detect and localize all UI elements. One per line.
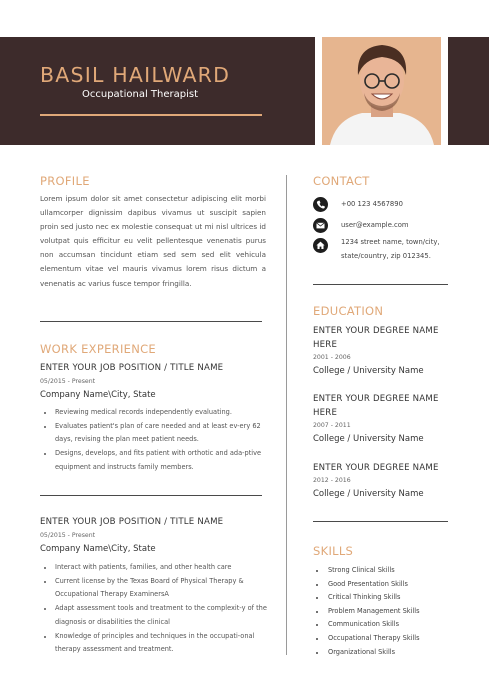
section-divider [313,284,448,285]
college-name: College / University Name [313,366,424,376]
list-item: Designs, develops, and fits patient with orthotic and ada-ptive equipment and instructs family members. [40,447,272,474]
list-item: Strong Clinical Skills [313,564,420,578]
college-name: College / University Name [313,434,424,444]
list-item: Problem Management Skills [313,605,420,619]
job-title: ENTER YOUR JOB POSITION / TITLE NAME [40,517,224,527]
list-item: Critical Thinking Skills [313,591,420,605]
list-item: Communication Skills [313,618,420,632]
work-heading: WORK EXPERIENCE [40,342,157,356]
job-company: Company Name\City, State [40,544,156,554]
column-divider [286,175,287,655]
job-title: ENTER YOUR JOB POSITION / TITLE NAME [40,363,224,373]
contact-address [341,236,440,263]
phone-icon [313,197,328,212]
profile-heading: PROFILE [40,174,90,188]
profile-photo [322,37,441,145]
list-item: Current license by the Texas Board of Physical Therapy & Occupational Therapy ExaminersA [40,575,272,602]
list-item: Organizational Skills [313,646,420,660]
list-item: Reviewing medical records independently evaluating. [40,406,272,420]
contact-heading: CONTACT [313,174,370,188]
job-company: Company Name\City, State [40,390,156,400]
list-item: Occupational Therapy Skills [313,632,420,646]
home-icon [313,238,328,253]
job-date: 05/2015 - Present [40,378,96,385]
job-duties [40,406,272,475]
degree-name: ENTER YOUR DEGREE NAME [313,463,439,473]
degree-name: ENTER YOUR DEGREE NAME HERE [313,394,439,419]
address-line: 1234 street name, town/city, [341,238,440,246]
contact-email: user@example.com [341,221,409,229]
college-name: College / University Name [313,489,424,499]
skills-list [313,564,420,659]
mail-icon [313,218,328,233]
header-underline [40,114,262,116]
candidate-name: BASIL HAILWARD [40,63,231,87]
candidate-role: Occupational Therapist [82,89,199,100]
degree-date: 2012 - 2016 [313,477,351,484]
job-date: 05/2015 - Present [40,532,96,539]
job-duties [40,561,272,657]
degree-date: 2007 - 2011 [313,422,351,429]
list-item: Interact with patients, families, and other health care [40,561,272,575]
degree-date: 2001 - 2006 [313,354,351,361]
section-divider [313,521,448,522]
list-item: Knowledge of principles and techniques in the occupati-onal therapy assessment and treatment. [40,630,272,657]
list-item: Adapt assessment tools and treatment to the complexit-y of the diagnosis or disabilities the clinical [40,602,272,629]
profile-text: Lorem ipsum dolor sit amet consectetur adipiscing elit morbi ullamcorper dignissim dapibus vivamus ut suscipit sapien proin sed justo nec ex molestie consequat ut mi nisl ultrices id volutpat quis efficitur eu velit pellentesque venenatis purus non accumsan tincidunt etiam sed sem sed elit vehicula elementum vitae vel mauris vivamus lorem risus dictum a venenatis ac varius fusce tempor fringilla. [40,194,266,288]
section-divider [40,495,262,496]
list-item: Evaluates patient's plan of care needed and at least ev-ery 62 days, revising the plan meet patient needs. [40,420,272,447]
degree-name: ENTER YOUR DEGREE NAME HERE [313,326,439,351]
list-item: Good Presentation Skills [313,578,420,592]
skills-heading: SKILLS [313,544,354,558]
address-line: state/country, zip 012345. [341,251,431,260]
contact-phone: +00 123 4567890 [341,200,403,208]
section-divider [40,321,262,322]
education-heading: EDUCATION [313,304,384,318]
